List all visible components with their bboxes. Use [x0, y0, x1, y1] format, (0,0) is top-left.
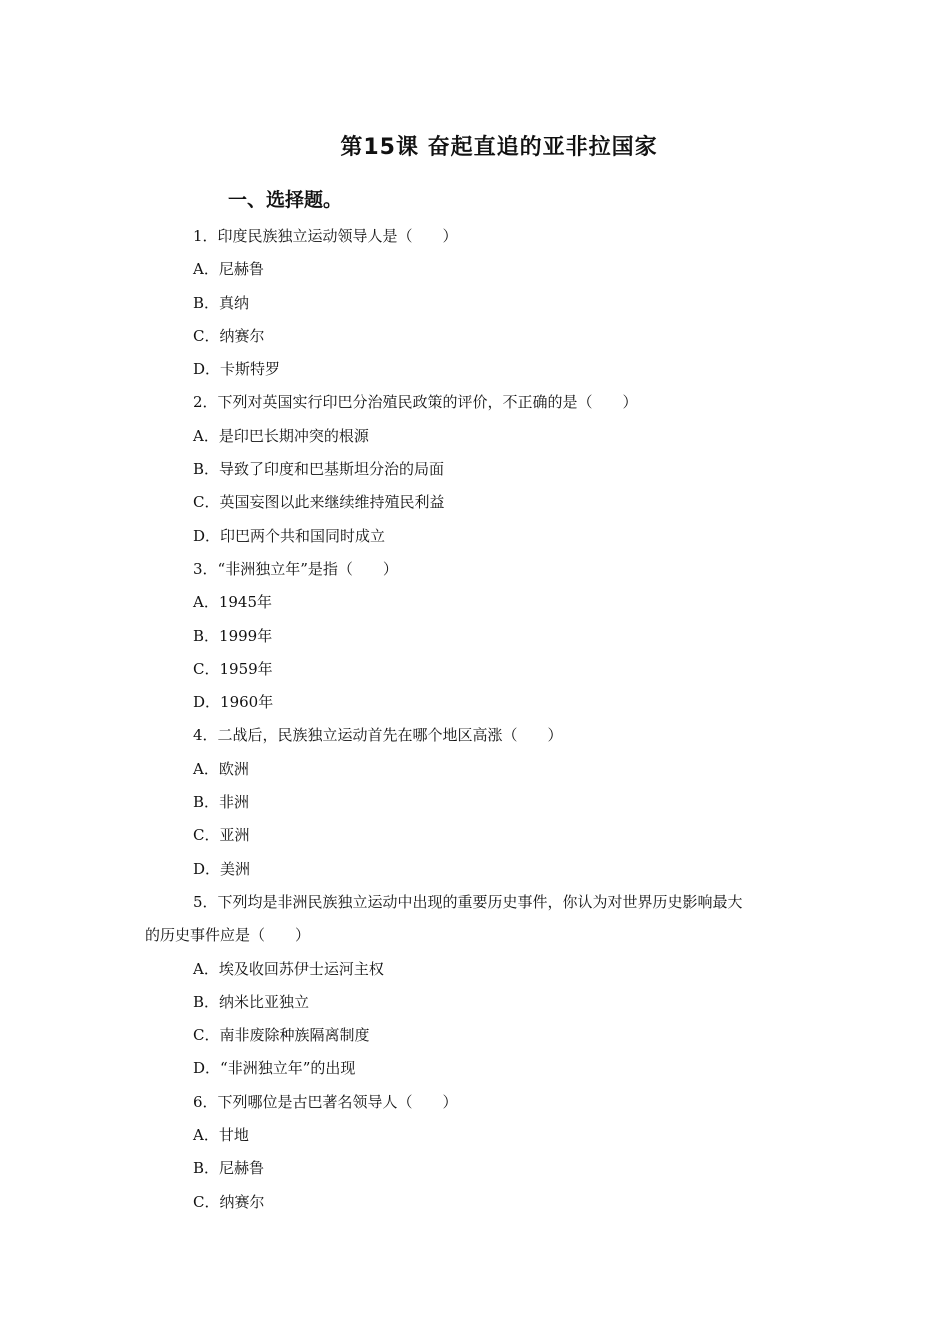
- option-d: D．印巴两个共和国同时成立: [193, 526, 386, 545]
- option-c: C．1959年: [193, 659, 273, 678]
- question-stem: 2．下列对英国实行印巴分治殖民政策的评价，不正确的是（ ）: [193, 393, 638, 412]
- option-c: C．南非废除种族隔离制度: [193, 1026, 370, 1045]
- lesson-title: 第15课 奋起直追的亚非拉国家: [340, 135, 658, 160]
- question-stem: [145, 888, 810, 955]
- option-a: A．欧洲: [193, 759, 249, 778]
- question-stem-line-1: 5．下列均是非洲民族独立运动中出现的重要历史事件，你认为对世界历史影响最大: [193, 892, 743, 911]
- question-stem: 4．二战后，民族独立运动首先在哪个地区高涨（ ）: [193, 726, 563, 745]
- section-heading: 一、选择题。: [228, 189, 343, 211]
- option-c: C．纳赛尔: [193, 1192, 265, 1211]
- option-b: B．真纳: [193, 293, 250, 312]
- option-c: C．英国妄图以此来继续维持殖民利益: [193, 493, 445, 512]
- option-a: A．埃及收回苏伊士运河主权: [193, 959, 384, 978]
- option-d: D．1960年: [193, 693, 274, 712]
- option-b: B．纳米比亚独立: [193, 992, 310, 1011]
- option-a: A．1945年: [193, 593, 273, 612]
- question-stem: 1．印度民族独立运动领导人是（ ）: [193, 227, 458, 245]
- option-b: B．1999年: [193, 626, 273, 645]
- option-c: C．纳赛尔: [193, 326, 265, 345]
- option-b: B．非洲: [193, 793, 250, 812]
- option-d: D．卡斯特罗: [193, 360, 281, 379]
- option-b: B．导致了印度和巴基斯坦分治的局面: [193, 460, 445, 479]
- option-c: C．亚洲: [193, 826, 250, 845]
- question-list: [145, 222, 810, 1221]
- question-stem-line-2: 的历史事件应是（ ）: [145, 926, 311, 945]
- question-stem: 3．“非洲独立年”是指（ ）: [193, 559, 398, 578]
- question-stem: 6．下列哪位是古巴著名领导人（ ）: [193, 1092, 458, 1111]
- option-d: D．美洲: [193, 859, 251, 878]
- option-d: D．“非洲独立年”的出现: [193, 1059, 356, 1078]
- option-b: B．尼赫鲁: [193, 1159, 265, 1178]
- option-a: A．甘地: [193, 1126, 249, 1145]
- option-a: A．是印巴长期冲突的根源: [193, 426, 369, 445]
- option-a: A．尼赫鲁: [193, 260, 264, 279]
